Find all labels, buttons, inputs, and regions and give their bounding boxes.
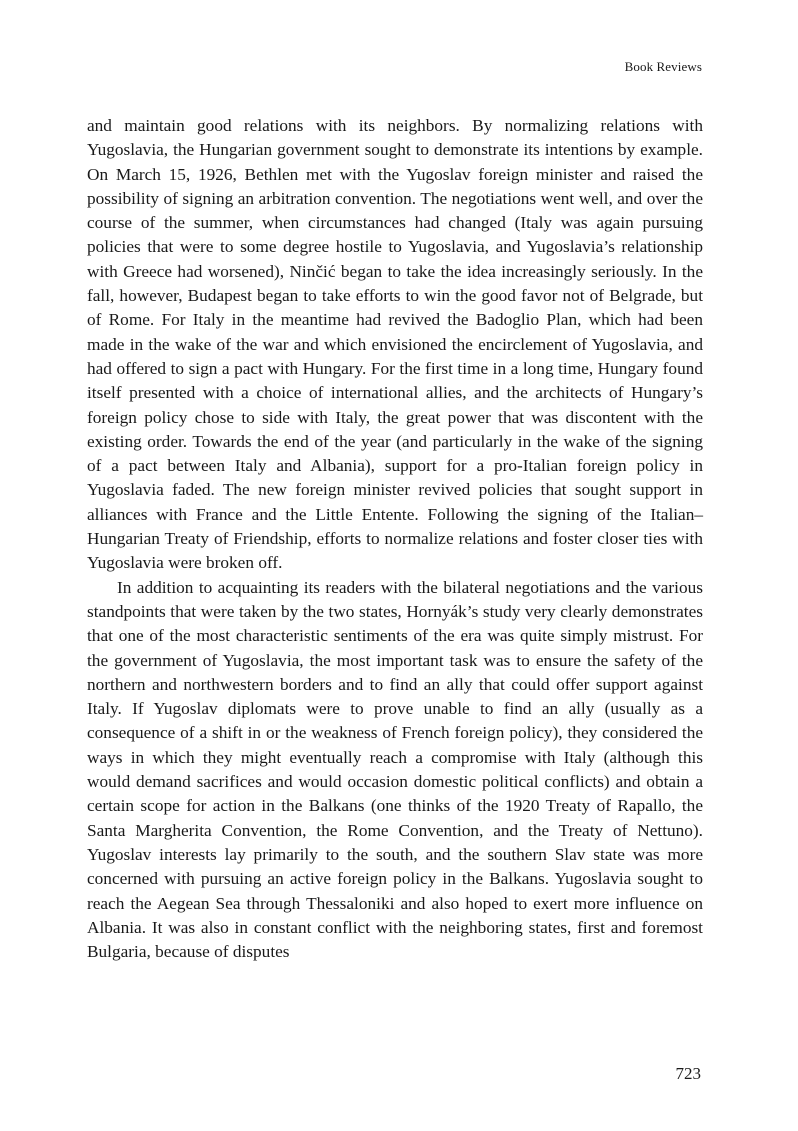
paragraph: In addition to acquainting its readers with the bilateral negotiations and the various standpoints that were taken by the two states, Hornyák’s study very clearly demonstrates that one of the most characteristic sentiments of the era was quite simply mistrust. For the government of Yugoslavia, the most important task was to ensure the safety of the northern and northwestern borders and to find an ally that could offer support against Italy. If Yugoslav diplomats were to prove unable to find an ally (usually as a consequence of a shift in or the weakness of French foreign policy), they considered the ways in which they might eventually reach a compromise with Italy (although this would demand sacrifices and would occasion domestic political conflicts) and obtain a certain scope for action in the Balkans (one thinks of the 1920 Treaty of Rapallo, the Santa Margherita Convention, the Rome Convention, and the Treaty of Nettuno). Yugoslav interests lay primarily to the south, and the southern Slav state was more concerned with pursuing an active foreign policy in the Balkans. Yugoslavia sought to reach the Aegean Sea through Thessaloniki and also hoped to exert more influence on Albania. It was also in constant conflict with the neighboring states, first and foremost Bulgaria, because of disputes (87, 577, 703, 962)
body-text (87, 114, 703, 964)
running-head: Book Reviews (624, 59, 702, 74)
page-number: 723 (675, 1064, 701, 1083)
paragraph-continued: and maintain good relations with its neighbors. By normalizing relations with Yugoslavia, the Hungarian government sought to demonstrate its intentions by example. On March 15, 1926, Bethlen met with the Yugoslav foreign minister and raised the possibility of signing an arbitration convention. The negotiations went well, and over the course of the summer, when circumstances had changed (Italy was again pursuing policies that were to some degree hostile to Yugoslavia, and Yugoslavia’s relationship with Greece had worsened), Ninčić began to take the idea increasingly seriously. In the fall, however, Budapest began to take efforts to win the good favor not of Belgrade, but of Rome. For Italy in the meantime had revived the Badoglio Plan, which had been made in the wake of the war and which envisioned the encirclement of Yugoslavia, and had offered to sign a pact with Hungary. For the first time in a long time, Hungary found itself presented with a choice of international allies, and the architects of Hungary’s foreign policy chose to side with Italy, the great power that was discontent with the existing order. Towards the end of the year (and particularly in the wake of the signing of a pact between Italy and Albania), support for a pro-Italian foreign policy in Yugoslavia faded. The new foreign minister revived policies that sought support in alliances with France and the Little Entente. Following the signing of the Italian–Hungarian Treaty of Friendship, efforts to normalize relations and foster closer ties with Yugoslavia were broken off. (87, 116, 703, 573)
